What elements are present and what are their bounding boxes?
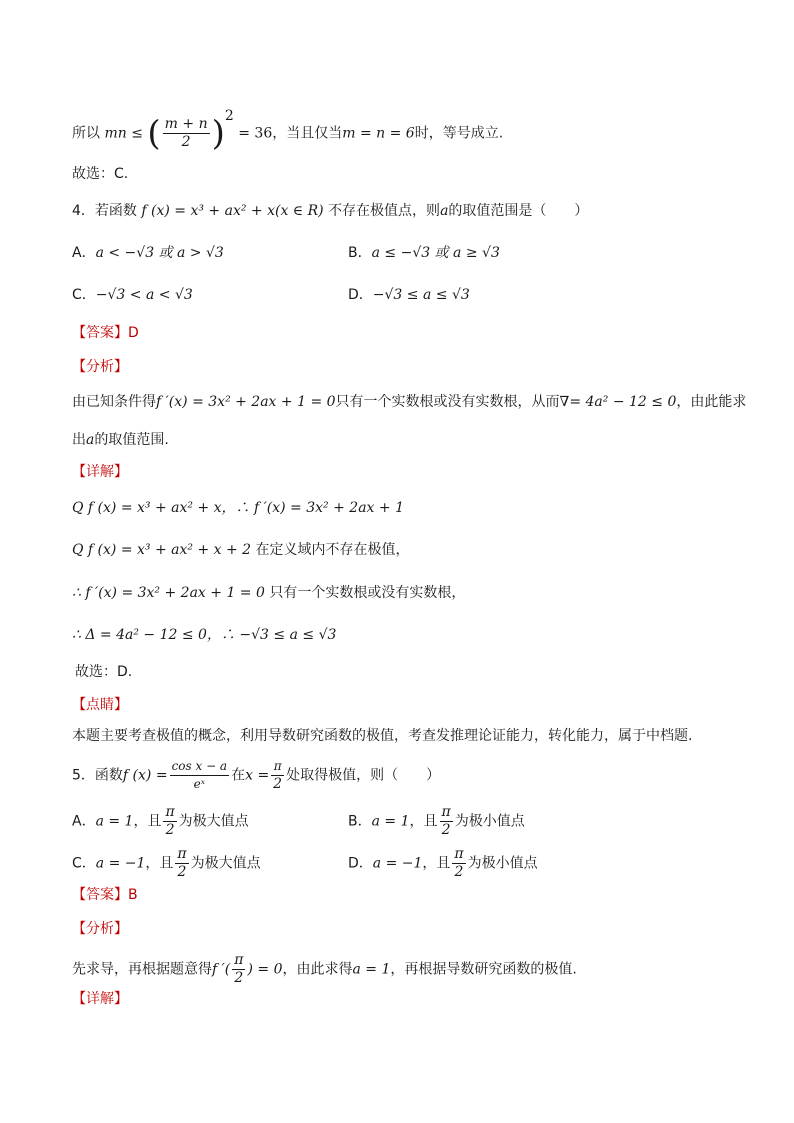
q5-option-d-cond: a = −1	[372, 855, 423, 872]
choose-c-line: 故选：C.	[72, 166, 129, 182]
q5-stem-pi: π	[271, 758, 284, 776]
q4-analysis-2a: 出	[72, 432, 86, 448]
q4-stem-func: f (x) = x³ + ax² + x(x ∈ R)	[141, 203, 324, 219]
q5-option-a-end: 为极大值点	[178, 813, 249, 830]
q5-analysis-f: f ′(	[212, 961, 231, 978]
q4-detail-2b: 在定义域内不存在极值，	[255, 542, 410, 558]
q5-answer: 【答案】B	[72, 887, 138, 903]
q5-option-c-fraction	[175, 846, 188, 881]
q5-stem-b: 在	[231, 767, 246, 784]
q5-stem-c: 处取得极值，则（ ）	[286, 767, 441, 784]
q4-stem	[72, 201, 588, 221]
amgm-exponent: 2	[224, 107, 234, 124]
q4-option-c-text: −√3 < a < √3	[95, 287, 193, 303]
amgm-condition: m = n = 6	[342, 125, 415, 142]
q5-option-c-label: C．	[72, 855, 96, 872]
q4-analysis-1a: 由已知条件得	[72, 394, 156, 410]
q5-option-b	[348, 804, 525, 839]
q4-detail-line-1: Q f (x) = x³ + ax² + x，∴ f ′(x) = 3x² + 2ax + 1	[72, 500, 404, 516]
q5-option-a	[72, 804, 249, 839]
amgm-numerator: m + n	[164, 116, 208, 132]
q4-option-a-label: A．	[72, 245, 96, 261]
q4-answer: 【答案】D	[72, 325, 139, 341]
q4-option-b	[348, 243, 500, 263]
q4-stem-b: 不存在极值点，则	[328, 203, 441, 219]
q5-option-c-pi: π	[177, 846, 187, 862]
q4-analysis-1c: 只有一个实数根或没有实数根，从而	[335, 394, 560, 410]
q5-option-c	[72, 846, 261, 881]
amgm-suffix: ，当且仅当	[272, 125, 343, 142]
left-paren: (	[147, 113, 161, 154]
q4-comment: 本题主要考查极值的概念，利用导数研究函数的极值，考查发推理论证能力，转化能力，属于中档题.	[72, 728, 693, 744]
q4-detail-3b: 只有一个实数根或没有实数根，	[269, 585, 466, 601]
q4-option-a	[72, 243, 224, 263]
q5-option-b-end: 为极小值点	[454, 813, 525, 830]
amgm-end: 时，等号成立.	[414, 125, 504, 142]
q5-option-b-fraction	[440, 804, 453, 839]
q5-stem-pi-over-2	[271, 758, 284, 793]
q5-stem-x: x =	[245, 767, 270, 784]
q4-stem-a: 4．若函数	[72, 203, 137, 219]
q5-option-c-two: 2	[177, 864, 187, 880]
q5-option-d-mid: ，且	[422, 855, 451, 872]
q4-option-d-text: −√3 ≤ a ≤ √3	[372, 287, 470, 303]
q4-analysis-line-1	[72, 392, 746, 412]
q5-stem-numerator: cos x − a	[170, 758, 230, 776]
q5-stem-denominator: eˣ	[193, 777, 206, 791]
q4-detail-line-2	[72, 540, 410, 560]
q4-option-c	[72, 285, 193, 305]
q4-option-c-label: C．	[72, 287, 96, 303]
q5-analysis-a: 先求导，再根据题意得	[72, 961, 212, 978]
q4-detail-3a: ∴ f ′(x) = 3x² + 2ax + 1 = 0	[72, 585, 265, 601]
q4-analysis-1e: ，由此能求	[676, 394, 747, 410]
q5-analysis-two: 2	[234, 970, 244, 986]
q5-stem	[72, 758, 440, 793]
amgm-fraction	[163, 116, 210, 151]
q5-option-b-pi: π	[441, 804, 451, 820]
q5-analysis-b: ，由此求得	[282, 961, 353, 978]
q5-option-d-two: 2	[454, 864, 464, 880]
amgm-prefix: 所以	[72, 125, 100, 142]
q4-analysis-1b: f ′(x) = 3x² + 2ax + 1 = 0	[156, 394, 336, 410]
q5-option-c-end: 为极大值点	[190, 855, 261, 872]
q4-detail-heading: 【详解】	[72, 464, 128, 480]
q4-option-d-label: D．	[348, 287, 373, 303]
q4-analysis-1d: ∇= 4a² − 12 ≤ 0	[559, 394, 677, 410]
q5-option-d-fraction	[452, 846, 465, 881]
q5-option-b-cond: a = 1	[371, 813, 410, 830]
q5-option-a-mid: ，且	[133, 813, 162, 830]
q5-option-a-cond: a = 1	[95, 813, 134, 830]
q4-stem-var: a	[440, 203, 449, 219]
q5-analysis-line	[72, 952, 577, 987]
q5-option-b-label: B．	[348, 813, 372, 830]
q4-analysis-2b: a	[86, 432, 95, 448]
amgm-line	[72, 107, 504, 154]
q4-detail-line-4: ∴ Δ = 4a² − 12 ≤ 0，∴ −√3 ≤ a ≤ √3	[72, 627, 337, 643]
q5-option-c-cond: a = −1	[95, 855, 146, 872]
q4-option-b-text: a ≤ −√3 或 a ≥ √3	[371, 245, 500, 261]
q5-option-a-pi: π	[165, 804, 175, 820]
q5-analysis-g: ) = 0	[247, 961, 283, 978]
amgm-rhs: = 36	[238, 125, 273, 142]
q4-analysis-heading: 【分析】	[72, 359, 128, 375]
q5-option-b-two: 2	[441, 822, 451, 838]
q5-detail-heading: 【详解】	[72, 991, 128, 1007]
q5-option-a-label: A．	[72, 813, 96, 830]
q5-analysis-c: ，再根据导数研究函数的极值.	[390, 961, 577, 978]
q4-analysis-line-2	[72, 430, 169, 450]
amgm-denominator: 2	[181, 134, 191, 150]
q5-option-b-mid: ，且	[409, 813, 438, 830]
q5-option-a-two: 2	[165, 822, 175, 838]
amgm-lhs: mn ≤	[104, 125, 143, 142]
q4-detail-line-3	[72, 583, 465, 603]
q4-detail-2a: Q f (x) = x³ + ax² + x + 2	[72, 542, 252, 558]
q4-stem-c: 的取值范围是（ ）	[448, 203, 589, 219]
q5-stem-f: f (x) =	[122, 767, 168, 784]
q5-option-d-end: 为极小值点	[467, 855, 538, 872]
q5-analysis-fraction	[232, 952, 245, 987]
q5-stem-fraction	[170, 758, 230, 793]
q4-option-b-label: B．	[348, 245, 372, 261]
q4-choose-line: 故选：D.	[75, 664, 133, 680]
q5-analysis-heading: 【分析】	[72, 921, 128, 937]
q5-option-d-pi: π	[454, 846, 464, 862]
q4-option-a-text: a < −√3 或 a > √3	[95, 245, 224, 261]
q5-option-d-label: D．	[348, 855, 373, 872]
q5-analysis-cond: a = 1	[352, 961, 391, 978]
q5-analysis-pi: π	[234, 952, 244, 968]
q4-option-d	[348, 285, 470, 305]
q4-analysis-2c: 的取值范围.	[94, 432, 169, 448]
right-paren: )	[211, 113, 225, 154]
q5-option-a-fraction	[163, 804, 176, 839]
q4-comment-heading: 【点睛】	[72, 697, 128, 713]
q5-option-c-mid: ，且	[145, 855, 174, 872]
q5-option-d	[348, 846, 538, 881]
q5-stem-two: 2	[273, 776, 283, 792]
q5-stem-a: 5．函数	[72, 767, 123, 784]
